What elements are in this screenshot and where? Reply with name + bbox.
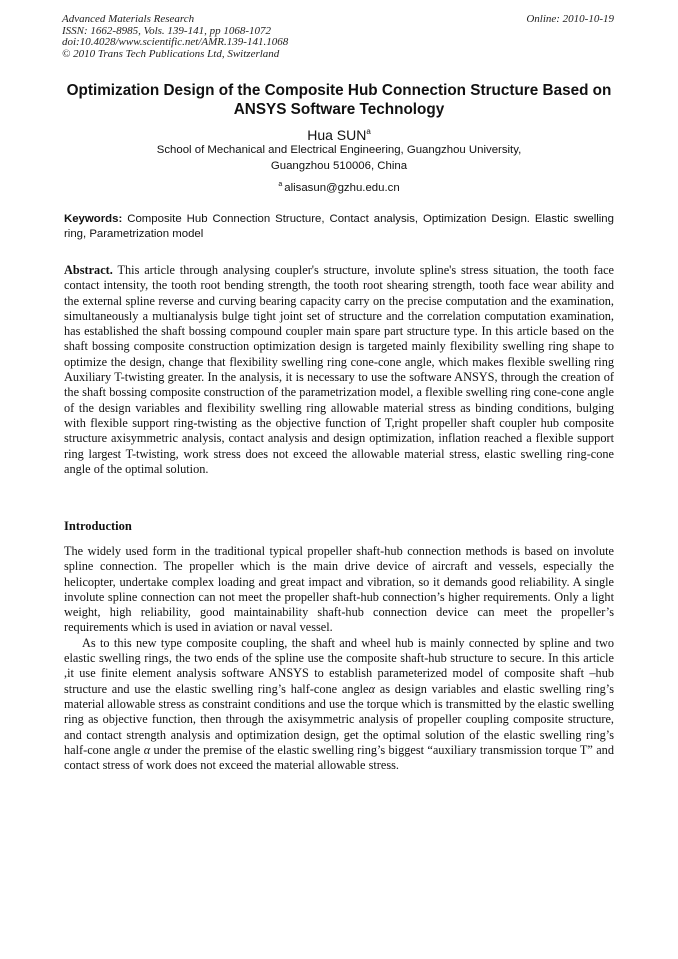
email-affiliation-mark: a	[278, 181, 283, 188]
abstract-label: Abstract.	[64, 263, 113, 277]
abstract	[64, 263, 614, 477]
intro-paragraph-2-part-c: under the premise of the elastic swelling ring’s biggest “auxiliary transmission torque T” and contact stress of work does not exceed the material allowable stress.	[64, 742, 614, 773]
intro-paragraph-2-part-a: As to this new type composite coupling, the shaft and wheel hub is mainly connected by spline and two elastic swelling rings, the two ends of the spline use the composite shaft-hub structure to secure. In this article ,it use finite element analysis software ANSYS to establish parameterized model of composite shaft –hub structure and use the elastic swelling ring’s half-cone angle	[64, 635, 614, 696]
affiliation	[58, 142, 620, 174]
alpha-symbol: α	[368, 681, 375, 696]
affiliation-line-2: Guangzhou 510006, China	[270, 160, 408, 172]
intro-paragraph-2	[64, 636, 614, 774]
doi-line: doi:10.4028/www.scientific.net/AMR.139-141.1068	[62, 36, 289, 49]
online-date: Online: 2010-10-19	[526, 13, 614, 25]
copyright-line: © 2010 Trans Tech Publications Ltd, Switzerland	[62, 47, 280, 60]
abstract-text: This article through analysing coupler's structure, involute spline's stress situation, the tooth face contact intensity, the tooth root bending strength, the tooth root shearing strength, tooth face wear ability and the external spline reverse and curving bearing capacity carry on the precise computation and the examination, simultaneously a multianalysis bulge tight joint set of structure and the correlation computation examination, has established the shaft bossing compound coupler main spare part structure type. In this article based on the shaft bossing composite construction optimization design is targeted mainly flexibility swelling ring shape to optimize the design, change that flexibility swelling ring cone-cone angle, which makes flexible swelling ring Auxiliary T-twisting greater. In the analysis, it is necessary to use the software ANSYS, through the creation of the shaft bossing composite construction of the parametrization model, a flexible swelling ring cone-cone angle of the design variables and flexibility swelling ring allowable material stress as binding conditions, bulging with flexible support ring-twisting as the objective function of T,right propeller shaft coupler hub composite structure axisymmetric analysis, contact analysis and design optimization, inflation reached a flexible support ring largest T-twisting, work stress does not exceed the allowable material stress, elastic swelling ring-cone angle of the optimal solution.	[64, 263, 614, 476]
introduction-heading: Introduction	[64, 519, 132, 533]
journal-header	[62, 14, 288, 60]
affiliation-line-1: School of Mechanical and Electrical Engineering, Guangzhou University,	[156, 144, 522, 156]
issn-line: ISSN: 1662-8985, Vols. 139-141, pp 1068-1072	[62, 24, 271, 37]
intro-paragraph-1: The widely used form in the traditional typical propeller shaft-hub connection methods is based on involute spline connection. The propeller which is the main drive device of aircraft and vessels, especially the helicopter, undertake complex loading and great impact and vibration, so it demands good reliability. A single involute spline connection can not meet the propeller shaft-hub connection’s higher requirements. Only a light weight, high reliability, good maintainability shaft-hub connection device can meet the propeller’s requirements which is used in aviation or naval vessel.	[64, 544, 614, 635]
author-email	[58, 178, 620, 195]
alpha-symbol: α	[143, 742, 151, 757]
intro-paragraph-2-part-b: as design variables and elastic swelling ring’s material allowable stress as constraint conditions and use the torque which is transmitted by the elastic swelling ring as objective function, then through the axisymmetric analysis of propeller coupling composite structure, and contact strength analysis and optimization design, get the optimal solution of the elastic swelling ring’s half-cone angle	[64, 681, 614, 757]
keywords-text: Composite Hub Connection Structure, Contact analysis, Optimization Design. Elastic swelling ring, Parametrization model	[64, 213, 614, 240]
email-address[interactable]: alisasun@gzhu.edu.cn	[284, 182, 400, 194]
author	[58, 124, 620, 143]
author-affiliation-mark: a	[366, 127, 371, 136]
paper-title: Optimization Design of the Composite Hub Connection Structure Based on ANSYS Software Technology	[66, 82, 612, 118]
keywords	[64, 212, 614, 242]
journal-name: Advanced Materials Research	[62, 13, 195, 25]
author-name: Hua SUN	[307, 127, 367, 143]
keywords-label: Keywords:	[64, 213, 123, 225]
introduction-body	[64, 544, 614, 773]
